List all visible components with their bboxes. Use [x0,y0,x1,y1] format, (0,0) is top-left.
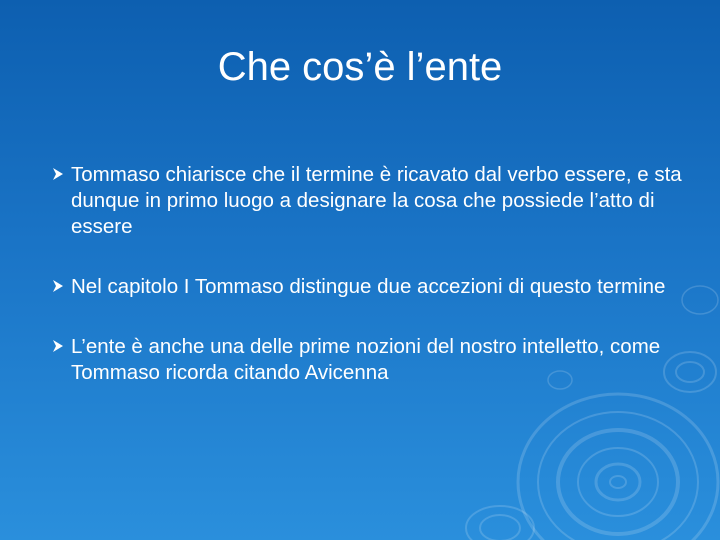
bullet-text: Tommaso chiarisce che il termine è ricavato dal verbo essere, e sta dunque in primo luogo a designare la cosa che possiede l’atto di essere [71,163,682,238]
bullet-item [52,334,682,386]
bullet-list [52,162,682,420]
arrow-bullet-icon [52,336,64,356]
bullet-text: L’ente è anche una delle prime nozioni del nostro intelletto, come Tommaso ricorda citando Avicenna [71,335,661,384]
bullet-item [52,274,682,300]
bullet-item [52,162,682,240]
slide-title: Che cos’è l’ente [217,45,503,89]
bullet-text: Nel capitolo I Tommaso distingue due accezioni di questo termine [71,275,666,298]
arrow-bullet-icon [52,276,64,296]
arrow-bullet-icon [52,164,64,184]
